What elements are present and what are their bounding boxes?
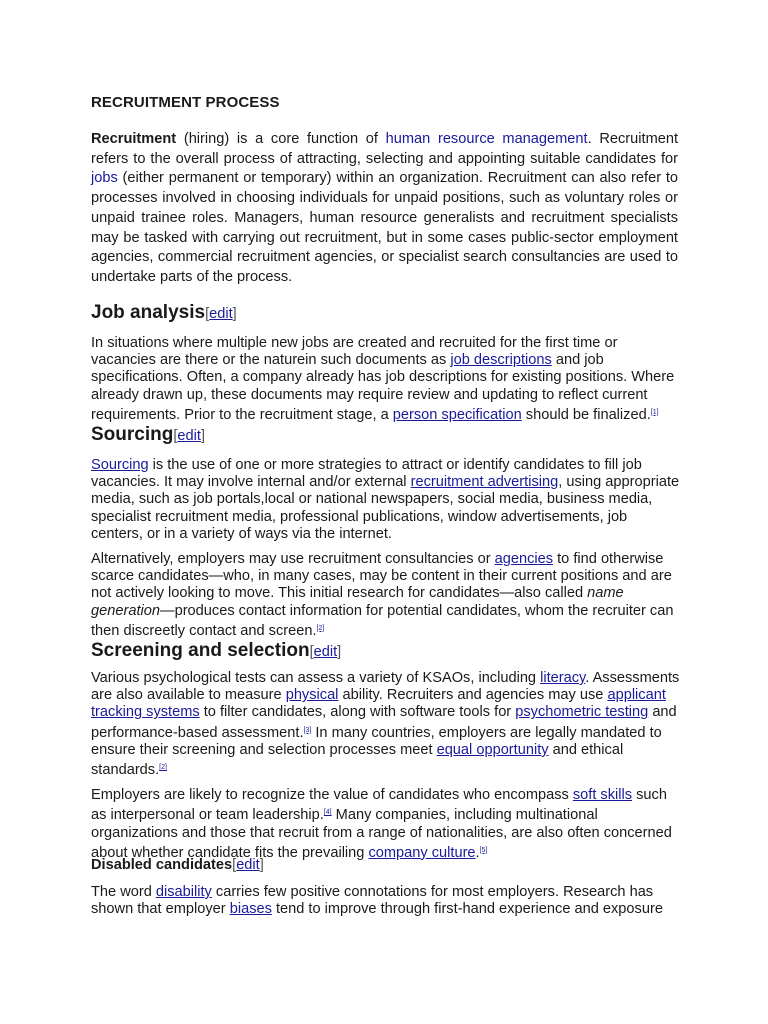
link-literacy[interactable]: literacy — [540, 670, 586, 686]
section-screening-and-selection — [91, 639, 681, 862]
heading-sourcing: Sourcing[edit] — [91, 424, 205, 445]
link-agencies[interactable]: agencies — [494, 551, 554, 568]
disabled-paragraph: The word disability carries few positive connotations for most employers. Research has shown that employer biases tend to improve through first-hand experience and exposure — [91, 884, 663, 918]
link-person-specification[interactable]: person specification — [392, 406, 522, 423]
italic-term: name generation — [91, 585, 624, 619]
heading-disabled-candidates: Disabled candidates[edit] — [91, 857, 264, 873]
citation-ref[interactable]: [3] — [303, 726, 312, 734]
section-job-analysis — [91, 301, 681, 424]
heading-screening-and-selection: Screening and selection[edit] — [91, 640, 342, 661]
edit-link-sourcing[interactable]: edit — [177, 428, 201, 444]
link-human-resource-management[interactable]: human resource management — [385, 131, 588, 147]
link-company-culture[interactable]: company culture — [368, 844, 476, 861]
screening-paragraph-1: Various psychological tests can assess a variety of KSAOs, including literacy. Assessments are also available to measure physical ability. Recruiters and agencies may use applicant tracking systems to filter candidates, along with software tools for psychometric testing and performance-based assessment.[3] In many countries, employers are legally mandated to ensure their screening and selection processes meet equal opportunity and ethical standards.[2] — [91, 670, 680, 779]
job-analysis-paragraph: In situations where multiple new jobs are created and recruited for the first time or vacancies are there or the naturein such documents as job descriptions and job specifications. Often, a company already has job descriptions for existing positions. Where already drawn up, these documents may require review and updating to reflect current requirements. Prior to the recruitment stage, a person specification should be finalized.[1] — [91, 335, 675, 423]
document-title: RECRUITMENT PROCESS — [91, 94, 280, 111]
edit-link-job-analysis[interactable]: edit — [209, 306, 233, 322]
citation-ref[interactable]: [2] — [316, 624, 325, 632]
edit-link-disabled-candidates[interactable]: edit — [236, 857, 260, 873]
link-jobs[interactable]: jobs — [91, 170, 118, 187]
citation-ref[interactable]: [2] — [159, 764, 167, 772]
section-disabled-candidates — [91, 856, 681, 918]
link-sourcing[interactable]: Sourcing — [91, 457, 149, 473]
sourcing-paragraph-1: Sourcing is the use of one or more strategies to attract or identify candidates to fill job vacancies. It may involve internal and/or external recruitment advertising, using appropriate media, such as job portals,local or national newspapers, social media, business media, specialist recruitment media, professional publications, window advertisements, job centers, or in a variety of ways via the internet. — [91, 457, 680, 542]
link-disability[interactable]: disability — [155, 884, 212, 900]
link-equal-opportunity[interactable]: equal opportunity — [436, 741, 549, 758]
citation-ref[interactable]: [1] — [650, 408, 659, 416]
citation-ref[interactable]: [5] — [479, 846, 488, 854]
sourcing-paragraph-2: Alternatively, employers may use recruitment consultancies or agencies to find otherwise scarce candidates—who, in many cases, may be content in their current positions and are not actively looking to move. This initial research for candidates—also called name generation—produces contact information for potential candidates, whom the recruiter can then discreetly contact and screen.[2] — [91, 551, 674, 639]
link-psychometric-testing[interactable]: psychometric testing — [515, 704, 649, 721]
intro-paragraph: Recruitment (hiring) is a core function of human resource management. Recruitment refers to the overall process of attracting, selecting and appointing suitable candidates for jobs (either permanent or temporary) within an organization. Recruitment can also refer to processes involved in choosing individuals for unpaid positions, such as voluntary roles or unpaid trainee roles. Managers, human resource generalists and recruitment specialists may be tasked with carrying out recruitment, but in some cases public-sector employment agencies, commercial recruitment agencies, or specialist search consultancies are used to undertake parts of the process. — [91, 131, 679, 285]
intro-bold-term: Recruitment — [91, 131, 177, 147]
citation-ref[interactable]: [4] — [323, 809, 332, 817]
link-biases[interactable]: biases — [229, 901, 272, 918]
section-sourcing — [91, 423, 681, 640]
heading-job-analysis: Job analysis[edit] — [91, 302, 237, 323]
link-applicant-tracking-systems[interactable]: applicant tracking systems — [91, 687, 666, 721]
link-recruitment-advertising[interactable]: recruitment advertising — [410, 474, 559, 491]
screening-paragraph-2: Employers are likely to recognize the value of candidates who encompass soft skills such as interpersonal or team leadership.[4] Many companies, including multinational organizations and those that recruit from a range of nationalities, are also often concerned about whether candidate fits the prevailing company culture.[5] — [91, 787, 672, 861]
edit-link-screening[interactable]: edit — [313, 644, 338, 660]
edit-section-link: [edit] — [205, 306, 237, 322]
link-soft-skills[interactable]: soft skills — [572, 787, 633, 804]
link-physical[interactable]: physical — [285, 687, 339, 704]
link-job-descriptions[interactable]: job descriptions — [450, 352, 552, 369]
